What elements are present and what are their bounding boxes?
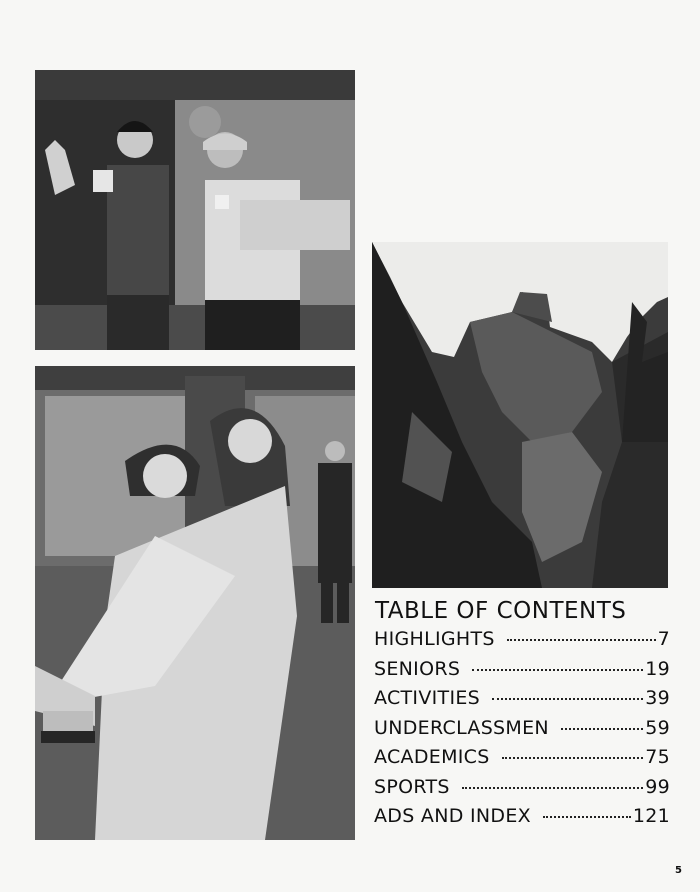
- toc-entry-page: 7: [657, 628, 670, 650]
- toc-entry-label: HIGHLIGHTS: [374, 628, 495, 650]
- toc-leader-dots: [492, 698, 643, 700]
- toc-leader-dots: [561, 728, 643, 730]
- toc-entry-page: 59: [645, 716, 670, 739]
- toc-entry-label: SENIORS: [374, 657, 461, 680]
- toc-entry-sports: [374, 776, 670, 806]
- photo-rock-formation: [372, 242, 668, 588]
- photo-boys-flexing: [35, 70, 355, 350]
- toc-entry-label: ACTIVITIES: [374, 687, 481, 709]
- photo-rock-formation-image: [372, 242, 668, 588]
- table-of-contents: [374, 598, 670, 835]
- toc-entry-page: 75: [645, 746, 670, 768]
- toc-entry-page: 121: [632, 805, 670, 827]
- toc-entry-label: UNDERCLASSMEN: [374, 716, 549, 739]
- toc-entry-academics: [374, 746, 670, 776]
- toc-entry-ads-and-index: [374, 805, 670, 835]
- photo-girl-carrying-girl: [35, 366, 355, 840]
- toc-entry-page: 19: [645, 657, 670, 680]
- toc-list: [374, 628, 670, 835]
- toc-entry-label: ADS AND INDEX: [374, 805, 531, 827]
- toc-entry-underclassmen: [374, 717, 670, 747]
- toc-entry-label: SPORTS: [374, 775, 450, 798]
- toc-entry-highlights: [374, 628, 670, 658]
- toc-leader-dots: [502, 757, 644, 759]
- toc-entry-activities: [374, 687, 670, 717]
- toc-entry-page: 99: [645, 775, 670, 798]
- toc-leader-dots: [507, 639, 656, 641]
- toc-leader-dots: [543, 816, 631, 818]
- toc-entry-page: 39: [645, 687, 670, 709]
- toc-entry-seniors: [374, 658, 670, 688]
- toc-title: TABLE OF CONTENTS: [375, 598, 627, 624]
- page-number: 5: [675, 865, 682, 876]
- toc-entry-label: ACADEMICS: [374, 746, 490, 768]
- toc-leader-dots: [472, 669, 643, 671]
- photo-girl-carrying-girl-image: [35, 366, 355, 840]
- photo-boys-flexing-image: [35, 70, 355, 350]
- toc-leader-dots: [462, 787, 643, 789]
